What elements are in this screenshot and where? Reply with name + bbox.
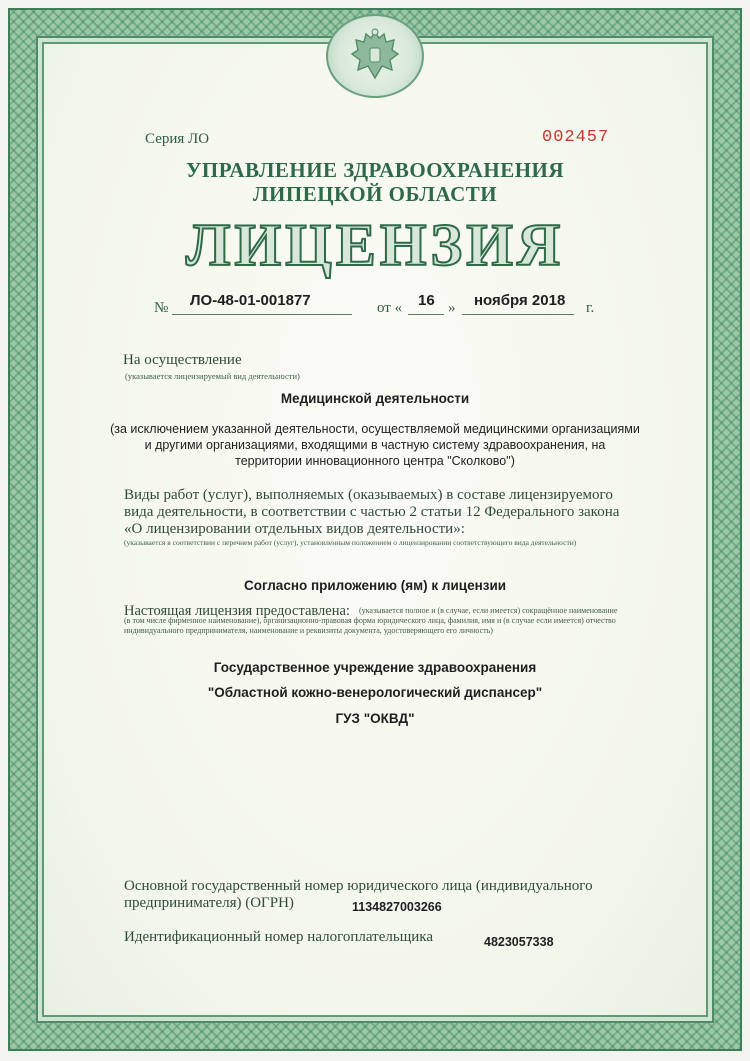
ogrn-label-line-2: предпринимателя) (ОГРН)	[124, 895, 294, 911]
inn-value: 4823057338	[484, 935, 554, 949]
activity-note-line-2: и другими организациями, входящими в частную систему здравоохранения, на	[144, 438, 606, 452]
date-day-underline	[408, 314, 444, 315]
issuing-authority-line-1: УПРАВЛЕНИЕ ЗДРАВООХРАНЕНИЯ	[185, 158, 565, 182]
granted-to-label: Настоящая лицензия предоставлена:	[124, 603, 350, 619]
document-title: ЛИЦЕНЗИЯ	[185, 212, 565, 278]
coat-of-arms-emblem	[326, 14, 424, 98]
date-month-underline	[462, 314, 574, 315]
activity-label: На осуществление	[123, 352, 242, 368]
activity-note-line-3: территории инновационного центра "Сколково")	[235, 454, 515, 468]
works-hint: (указывается в соответствии с перечнем работ (услуг), установленным положением о лицензировании соответствующего вида деятельности)	[124, 538, 577, 547]
works-text-line-2: вида деятельности, в соответствии с частью 2 статьи 12 Федерального закона	[124, 504, 620, 520]
inn-label: Идентификационный номер налогоплательщика	[124, 929, 434, 945]
date-prefix: от «	[377, 300, 403, 316]
organization-name-line-1: Государственное учреждение здравоохранения	[213, 660, 537, 675]
works-text-line-3: «О лицензировании отдельных видов деятельности»:	[124, 521, 465, 537]
license-number: ЛО-48-01-001877	[190, 292, 311, 309]
double-headed-eagle-icon	[346, 26, 404, 86]
works-text-line-1: Виды работ (услуг), выполняемых (оказываемых) в составе лицензируемого	[124, 487, 613, 503]
organization-short-name: ГУЗ "ОКВД"	[335, 711, 415, 726]
license-number-underline	[172, 314, 352, 315]
activity-value: Медицинской деятельности	[280, 391, 470, 406]
organization-name-line-2: "Областной кожно-венерологический диспансер"	[207, 685, 543, 700]
activity-hint: (указывается лицензируемый вид деятельности)	[125, 371, 300, 381]
works-value: Согласно приложению (ям) к лицензии	[243, 578, 507, 593]
date-quote-close: »	[448, 300, 456, 316]
activity-note-line-1: (за исключением указанной деятельности, осуществляемой медицинскими организациями	[110, 422, 640, 436]
date-day: 16	[418, 292, 435, 309]
granted-to-hint: (указывается полное и (в случае, если имеется) сокращённое наименование (в том числе фирменное наименование), организационно-правовая форма юридического лица, фамилия, имя и (в случае если имеется) отчество индивидуального предпринимателя, наименование и реквизиты документа, удостоверяющего его личность)	[124, 606, 618, 635]
issuing-authority-line-2: ЛИПЕЦКОЙ ОБЛАСТИ	[252, 182, 498, 206]
date-suffix: г.	[586, 300, 595, 316]
ogrn-label-line-1: Основной государственный номер юридического лица (индивидуального	[124, 878, 593, 894]
ogrn-value: 1134827003266	[352, 900, 442, 914]
date-month-year: ноября 2018	[474, 292, 566, 309]
series-label: Серия ЛО	[145, 131, 210, 147]
serial-number: 002457	[542, 128, 610, 147]
license-number-prefix: №	[154, 300, 169, 316]
